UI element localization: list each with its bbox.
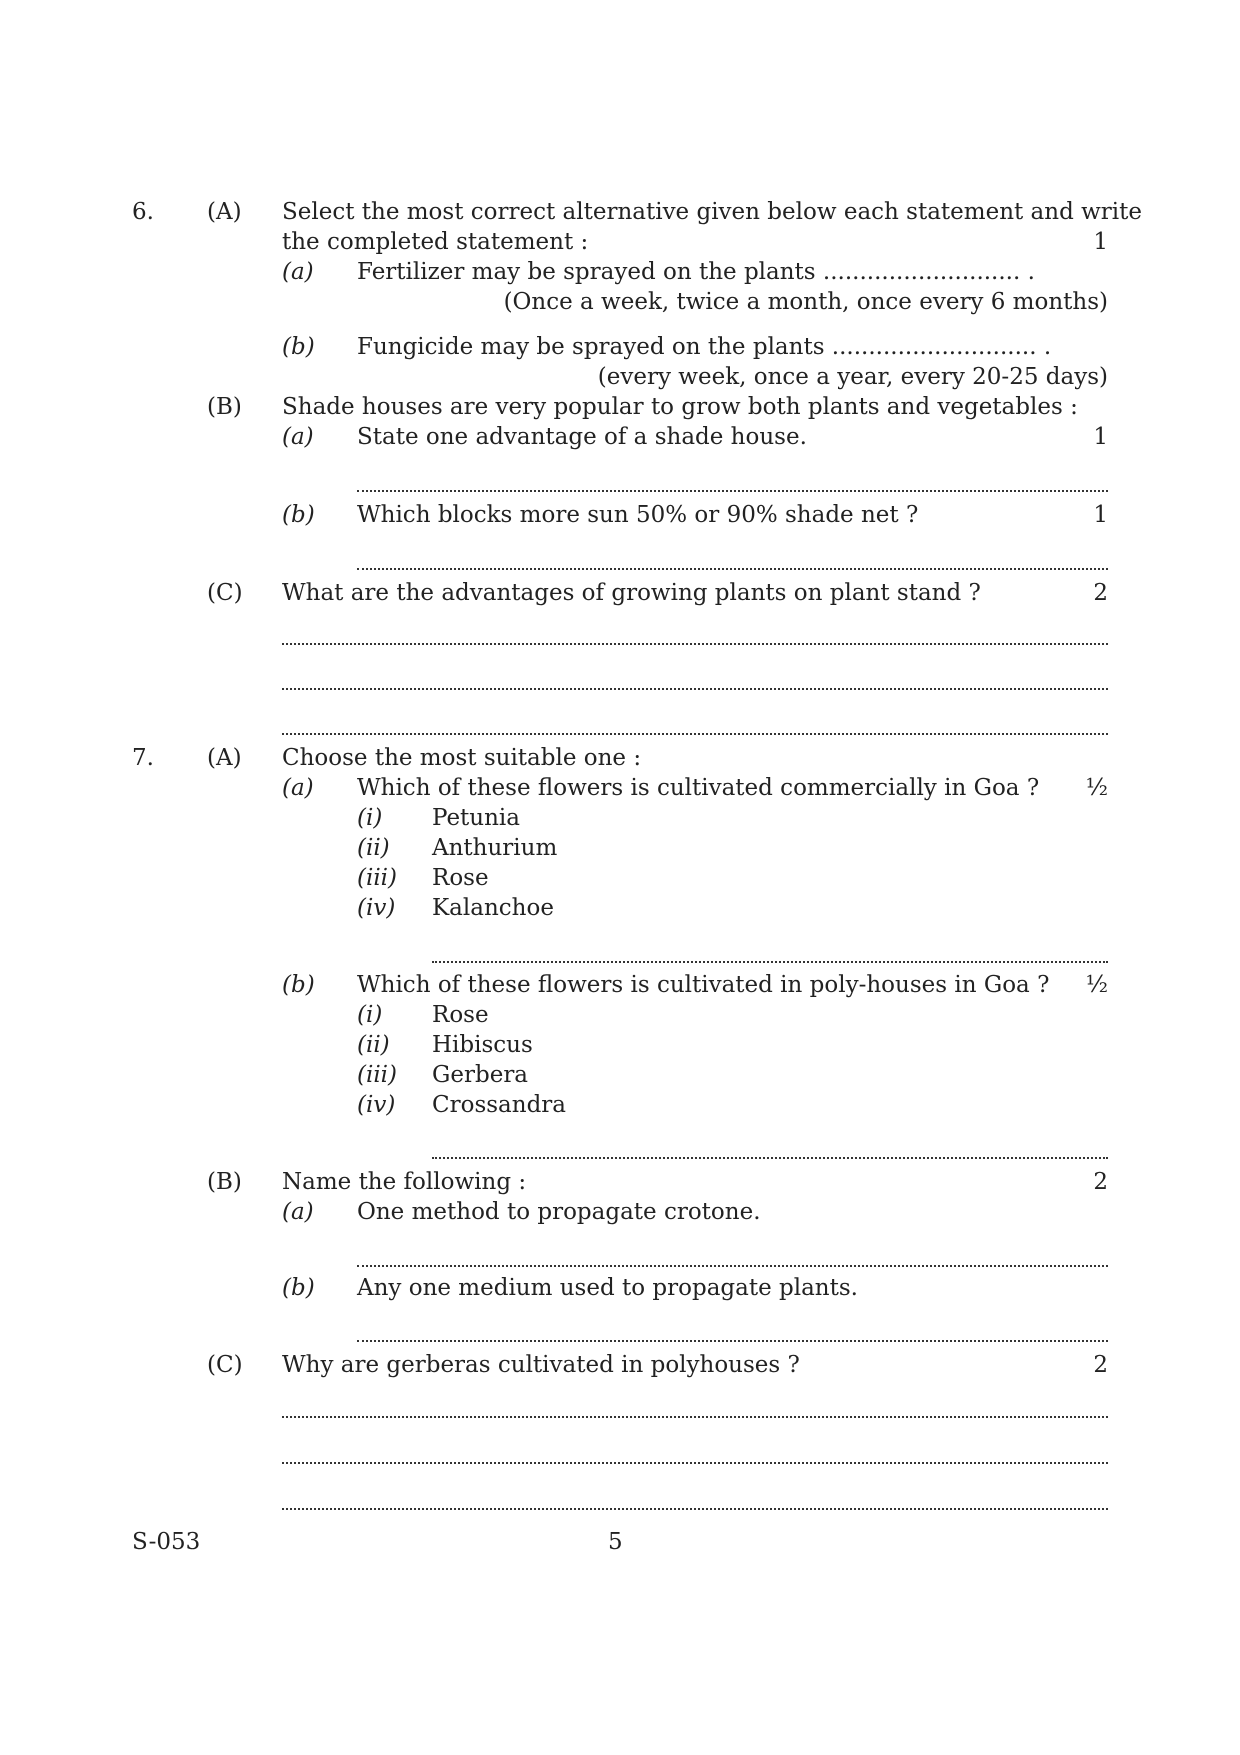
q7-B-text: Name the following : bbox=[282, 1169, 527, 1195]
answer-line[interactable] bbox=[282, 688, 1108, 690]
answer-line[interactable] bbox=[432, 961, 1108, 963]
q7-A-b-marks: ½ bbox=[1085, 972, 1108, 998]
answer-line[interactable] bbox=[282, 1508, 1108, 1510]
q6-B-label: (B) bbox=[207, 394, 242, 420]
answer-line[interactable] bbox=[357, 490, 1108, 492]
q6-A-label: (A) bbox=[207, 199, 242, 225]
answer-line[interactable] bbox=[357, 1340, 1108, 1342]
q7-B-label: (B) bbox=[207, 1169, 242, 1195]
q6-A-a-label: (a) bbox=[282, 259, 314, 285]
answer-line[interactable] bbox=[432, 1157, 1108, 1159]
q6-B-a-text: State one advantage of a shade house. bbox=[357, 424, 807, 450]
option-label: (iii) bbox=[357, 1062, 398, 1088]
option-label: (ii) bbox=[357, 1032, 390, 1058]
answer-line[interactable] bbox=[282, 1416, 1108, 1418]
q6-B-b-label: (b) bbox=[282, 502, 315, 528]
option-text: Hibiscus bbox=[432, 1032, 533, 1058]
q6-B-text: Shade houses are very popular to grow both plants and vegetables : bbox=[282, 394, 1078, 420]
option-text: Rose bbox=[432, 865, 489, 891]
option-text: Rose bbox=[432, 1002, 489, 1028]
option-label: (i) bbox=[357, 1002, 383, 1028]
q6-C-text: What are the advantages of growing plants on plant stand ? bbox=[282, 580, 981, 606]
answer-line[interactable] bbox=[357, 1265, 1108, 1267]
q7-C-label: (C) bbox=[207, 1352, 243, 1378]
q7-B-a-label: (a) bbox=[282, 1199, 314, 1225]
q6-A-a-text: Fertilizer may be sprayed on the plants ........................... . bbox=[357, 259, 1035, 285]
q6-A-a-options: (Once a week, twice a month, once every 6 months) bbox=[503, 289, 1108, 315]
option-text: Anthurium bbox=[432, 835, 558, 861]
q7-B-a-text: One method to propagate crotone. bbox=[357, 1199, 761, 1225]
q6-A-marks: 1 bbox=[1093, 229, 1108, 255]
q7-A-b-text: Which of these flowers is cultivated in poly-houses in Goa ? bbox=[357, 972, 1050, 998]
option-label: (iv) bbox=[357, 895, 396, 921]
q6-A-instruction-line1: Select the most correct alternative given below each statement and write bbox=[282, 199, 1143, 225]
q6-A-b-label: (b) bbox=[282, 334, 315, 360]
option-text: Kalanchoe bbox=[432, 895, 554, 921]
q6-B-b-text: Which blocks more sun 50% or 90% shade net ? bbox=[357, 502, 919, 528]
q6-C-marks: 2 bbox=[1093, 580, 1108, 606]
answer-line[interactable] bbox=[282, 643, 1108, 645]
q7-A-a-label: (a) bbox=[282, 775, 314, 801]
answer-line[interactable] bbox=[357, 568, 1108, 570]
option-label: (iv) bbox=[357, 1092, 396, 1118]
q6-A-b-text: Fungicide may be sprayed on the plants ............................ . bbox=[357, 334, 1052, 360]
q6-B-a-marks: 1 bbox=[1093, 424, 1108, 450]
option-text: Crossandra bbox=[432, 1092, 567, 1118]
q7-B-marks: 2 bbox=[1093, 1169, 1108, 1195]
q6-A-instruction-line2: the completed statement : bbox=[282, 229, 589, 255]
q7-C-marks: 2 bbox=[1093, 1352, 1108, 1378]
option-text: Petunia bbox=[432, 805, 520, 831]
q7-number: 7. bbox=[132, 745, 154, 771]
answer-line[interactable] bbox=[282, 1462, 1108, 1464]
q7-A-label: (A) bbox=[207, 745, 242, 771]
q6-number: 6. bbox=[132, 199, 154, 225]
q7-C-text: Why are gerberas cultivated in polyhouses ? bbox=[282, 1352, 800, 1378]
q7-A-b-label: (b) bbox=[282, 972, 315, 998]
option-text: Gerbera bbox=[432, 1062, 529, 1088]
answer-line[interactable] bbox=[282, 733, 1108, 735]
q7-A-a-text: Which of these flowers is cultivated commercially in Goa ? bbox=[357, 775, 1040, 801]
option-label: (iii) bbox=[357, 865, 398, 891]
q7-B-b-label: (b) bbox=[282, 1275, 315, 1301]
option-label: (i) bbox=[357, 805, 383, 831]
q6-A-b-options: (every week, once a year, every 20-25 days) bbox=[597, 364, 1108, 390]
q7-B-b-text: Any one medium used to propagate plants. bbox=[357, 1275, 858, 1301]
page-number: 5 bbox=[608, 1529, 623, 1555]
q7-A-a-marks: ½ bbox=[1085, 775, 1108, 801]
q7-A-text: Choose the most suitable one : bbox=[282, 745, 642, 771]
option-label: (ii) bbox=[357, 835, 390, 861]
q6-B-b-marks: 1 bbox=[1093, 502, 1108, 528]
paper-code: S-053 bbox=[132, 1529, 201, 1555]
q6-C-label: (C) bbox=[207, 580, 243, 606]
q6-B-a-label: (a) bbox=[282, 424, 314, 450]
